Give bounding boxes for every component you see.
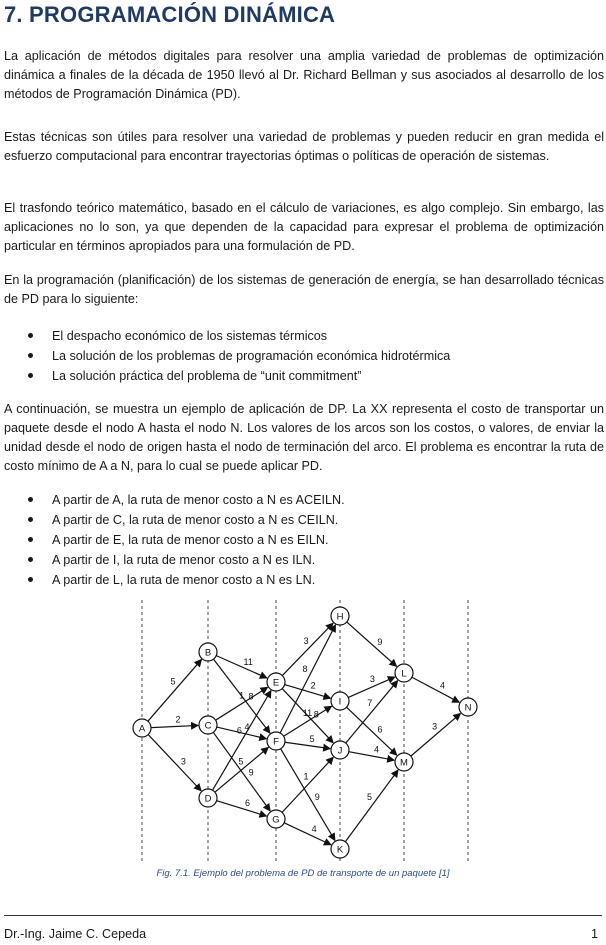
bullet-icon: [28, 497, 33, 502]
arc-cost-label: 9: [248, 767, 254, 778]
arc-d-f: [215, 747, 268, 792]
bullet-icon: [28, 557, 33, 562]
arc-cost-label: 9: [314, 791, 320, 802]
arc-j-l: [346, 681, 398, 743]
node-label: I: [338, 696, 342, 708]
arc-cost-label: 9: [377, 637, 383, 648]
footer-divider: [4, 915, 602, 916]
arc-cost-label: 3: [303, 635, 309, 646]
node-k: [331, 840, 349, 858]
node-label: J: [337, 745, 343, 757]
node-n: [459, 698, 477, 716]
arc-m-n: [411, 714, 461, 757]
arc-cost-label: 4: [311, 824, 317, 835]
transport-network-diagram: [112, 598, 492, 866]
node-a: [133, 719, 151, 737]
paragraph-theory: El trasfondo teórico matemático, basado en el cálculo de variaciones, es algo complejo. Sin embargo, las aplicaciones no lo son, ya que dependen de la capacidad para expresar el problema de optimización particular en términos apropiados para una formulación de PD.: [4, 201, 604, 253]
arc-f-j: [285, 742, 330, 748]
arc-cost-label: 8: [248, 691, 254, 702]
arc-f-k: [281, 749, 335, 841]
arc-a-d: [148, 735, 201, 791]
node-g: [267, 810, 285, 828]
arc-e-h: [282, 623, 333, 675]
node-label: E: [272, 677, 280, 689]
node-label: F: [273, 736, 279, 748]
bullet-icon: [28, 373, 33, 378]
arc-cost-label: 6: [244, 797, 250, 808]
arc-cost-label: 4: [244, 721, 250, 732]
arc-cost-label: 8: [313, 709, 319, 720]
arc-cost-label: 7: [367, 698, 373, 709]
list-item: A partir de C, la ruta de menor costo a N es CEILN.: [0, 510, 600, 530]
node-label: D: [204, 793, 212, 805]
arc-a-c: [151, 725, 198, 727]
routes-list: [0, 490, 600, 590]
arc-cost-label: 3: [369, 674, 375, 685]
node-j: [331, 741, 349, 759]
node-i: [331, 692, 349, 710]
paragraph-power-systems: En la programación (planificación) de los sistemas de generación de energía, se han desarrollado técnicas de PD para lo siguiente:: [4, 273, 604, 306]
node-l: [395, 664, 413, 682]
arc-b-e: [216, 656, 267, 678]
arc-d-g: [217, 801, 267, 816]
applications-list: [0, 326, 600, 386]
arc-cost-label: 5: [367, 792, 373, 803]
arc-cost-label: 11: [302, 708, 313, 719]
arc-cost-label: 1: [239, 690, 245, 701]
arc-g-k: [284, 823, 331, 845]
node-label: N: [464, 702, 472, 714]
arc-cost-label: 11: [243, 657, 253, 668]
node-label: K: [336, 844, 344, 856]
node-label: A: [138, 723, 146, 735]
arc-c-g: [213, 732, 270, 811]
arc-cost-label: 6: [236, 725, 242, 736]
node-label: G: [272, 814, 280, 826]
list-item: El despacho económico de los sistemas térmicos: [0, 326, 600, 346]
arc-l-n: [412, 677, 459, 702]
node-c: [199, 716, 217, 734]
arc-cost-label: 3: [180, 756, 186, 767]
arc-cost-label: 3: [432, 721, 438, 732]
bullet-icon: [28, 333, 33, 338]
arc-cost-label: 2: [310, 680, 316, 691]
arc-cost-label: 5: [309, 734, 315, 745]
bullet-icon: [28, 577, 33, 582]
node-d: [199, 789, 217, 807]
page-number: 1: [590, 927, 598, 941]
node-label: M: [400, 757, 408, 769]
arc-cost-label: 4: [439, 680, 445, 691]
arc-k-m: [345, 770, 398, 842]
arc-cost-label: 5: [238, 756, 244, 767]
arc-cost-label: 1: [303, 771, 309, 782]
bullet-icon: [28, 517, 33, 522]
arc-h-l: [347, 622, 397, 666]
node-label: L: [401, 668, 407, 680]
paragraph-intro: La aplicación de métodos digitales para resolver una amplia variedad de problemas de optimización dinámica a finales de la década de 1950 llevó al Dr. Richard Bellman y sus asociados al desarrollo de los métodos de Programación Dinámica (PD).: [4, 49, 604, 101]
list-item: A partir de E, la ruta de menor costo a N es EILN.: [0, 530, 600, 550]
node-label: C: [204, 720, 212, 732]
bullet-icon: [28, 353, 33, 358]
node-b: [199, 643, 217, 661]
arc-a-b: [148, 660, 202, 725]
figure-caption: Fig. 7.1. Ejemplo del problema de PD de transporte de un paquete [1]: [156, 868, 450, 879]
bullet-icon: [28, 537, 33, 542]
arc-d-e: [213, 691, 271, 791]
arc-j-m: [349, 752, 394, 760]
list-item: La solución práctica del problema de “unit commitment”: [0, 366, 600, 386]
footer-author: Dr.-Ing. Jaime C. Cepeda: [4, 927, 147, 941]
arc-cost-label: 2: [175, 714, 181, 725]
arc-g-j: [282, 757, 333, 812]
arc-i-m: [347, 707, 397, 755]
list-item: La solución de los problemas de programación económica hidrotérmica: [0, 346, 600, 366]
arc-cost-label: 6: [377, 724, 383, 735]
list-item: A partir de A, la ruta de menor costo a N es ACEILN.: [0, 490, 600, 510]
node-label: B: [204, 647, 212, 659]
paragraph-example: A continuación, se muestra un ejemplo de aplicación de DP. La XX representa el costo de transportar un paquete desde el nodo A hasta el nodo N. Los valores de los arcos son los costos, o valores, de enviar la unidad desde el nodo de origen hasta el nodo de terminación del arco. El problema es encontrar la ruta de costo mínimo de A a N, para lo cual se puede aplicar PD.: [4, 402, 604, 473]
list-item: A partir de L, la ruta de menor costo a N es LN.: [0, 570, 600, 590]
node-label: H: [336, 611, 344, 623]
arc-e-i: [285, 685, 331, 699]
paragraph-utility: Estas técnicas son útiles para resolver una variedad de problemas y pueden reducir en gran medida el esfuerzo computacional para encontrar trayectorias óptimas o políticas de operación de sistemas.: [4, 130, 604, 163]
node-m: [395, 753, 413, 771]
node-e: [267, 673, 285, 691]
list-item: A partir de I, la ruta de menor costo a N es ILN.: [0, 550, 600, 570]
node-f: [267, 732, 285, 750]
arc-cost-label: 5: [170, 676, 176, 687]
section-title: 7. PROGRAMACIÓN DINÁMICA: [4, 2, 336, 27]
arc-cost-label: 8: [302, 664, 308, 675]
node-h: [331, 607, 349, 625]
arc-cost-label: 4: [373, 744, 379, 755]
